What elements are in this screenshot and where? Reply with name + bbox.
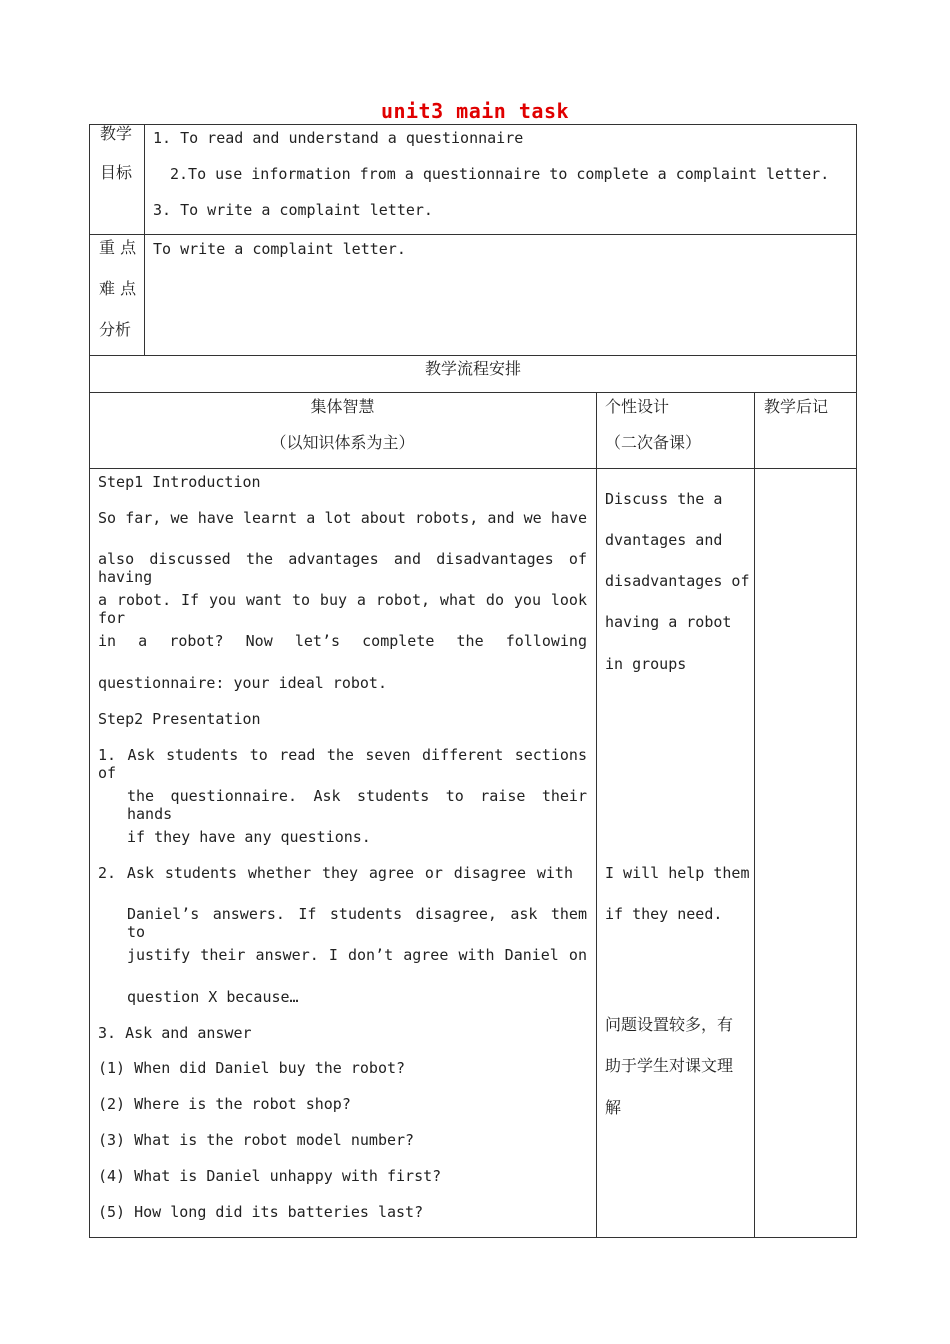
question-item: (2) Where is the robot shop? [98, 1095, 351, 1113]
column-divider [754, 392, 755, 1238]
col2-subtitle: （二次备课） [605, 433, 702, 452]
objective-item: 3. To write a complaint letter. [153, 201, 433, 219]
item2-line: justify their answer. I don’t agree with Daniel on [127, 946, 587, 964]
item2-line: Daniel’s answers. If students disagree, ask them to [127, 905, 587, 941]
design-note: 解 [605, 1098, 622, 1117]
design-note: in groups [605, 655, 687, 673]
design-note: 助于学生对课文理 [605, 1056, 734, 1075]
item1-line: the questionnaire. Ask students to raise their hands [127, 787, 587, 823]
design-note: 问题设置较多，有 [605, 1015, 734, 1034]
step1-line: questionnaire: your ideal robot. [98, 674, 387, 692]
page-title: unit3 main task [380, 99, 570, 123]
column-divider [144, 124, 145, 355]
row-divider [89, 468, 857, 469]
item2-line: question X because… [127, 988, 299, 1006]
col1-subtitle: （以知识体系为主） [270, 433, 415, 452]
col3-title: 教学后记 [764, 397, 829, 416]
step1-line: So far, we have learnt a lot about robots, and we have [98, 509, 587, 527]
objectives-label-2: 目标 [100, 163, 133, 182]
keypoints-label-3: 分析 [99, 320, 132, 339]
step1-line: also discussed the advantages and disadvantages of having [98, 550, 587, 586]
question-item: (3) What is the robot model number? [98, 1131, 415, 1149]
step1-line: in a robot? Now let’s complete the following [98, 632, 587, 650]
column-divider [596, 392, 597, 1238]
row-divider [89, 392, 857, 393]
objectives-label-1: 教学 [100, 124, 133, 143]
design-note: dvantages and [605, 531, 723, 549]
objective-item: 2.To use information from a questionnaire to complete a complaint letter. [170, 165, 830, 183]
row-divider [89, 355, 857, 356]
question-item: (5) How long did its batteries last? [98, 1203, 424, 1221]
design-note: having a robot [605, 613, 732, 631]
process-header: 教学流程安排 [424, 359, 521, 378]
objective-item: 1. To read and understand a questionnaire [153, 129, 524, 147]
step1-heading: Step1 Introduction [98, 473, 261, 491]
question-item: (4) What is Daniel unhappy with first? [98, 1167, 442, 1185]
question-item: (1) When did Daniel buy the robot? [98, 1059, 406, 1077]
design-note: Discuss the a [605, 490, 723, 508]
row-divider [89, 234, 857, 235]
keypoints-label-2: 难 点 [99, 279, 137, 298]
step2-heading: Step2 Presentation [98, 710, 261, 728]
keypoints-text: To write a complaint letter. [153, 240, 406, 258]
col2-title: 个性设计 [605, 397, 670, 416]
item1-line: 1. Ask students to read the seven different sections of [98, 746, 587, 782]
item1-line: if they have any questions. [127, 828, 371, 846]
design-note: disadvantages of [605, 572, 750, 590]
item3-heading: 3. Ask and answer [98, 1024, 252, 1042]
step1-line: a robot. If you want to buy a robot, what do you look for [98, 591, 587, 627]
col1-title: 集体智慧 [310, 397, 375, 416]
design-note: if they need. [605, 905, 723, 923]
design-note: I will help them [605, 864, 750, 882]
item2-line: 2. Ask students whether they agree or disagree with [98, 864, 573, 882]
keypoints-label-1: 重 点 [99, 238, 137, 257]
